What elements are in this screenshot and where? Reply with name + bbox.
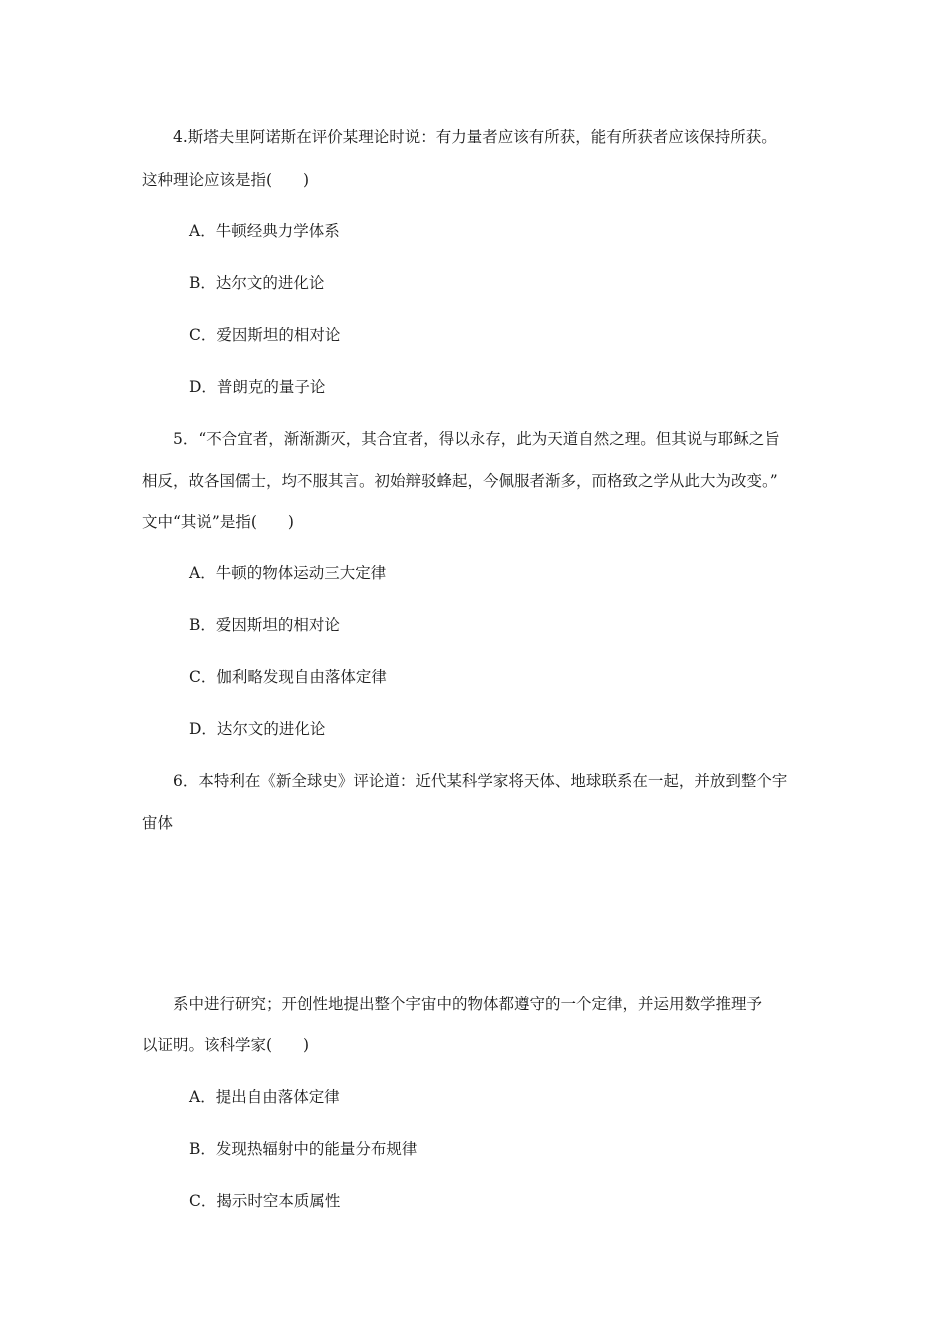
question-4-option-c: C．爱因斯坦的相对论 — [189, 326, 341, 344]
question-4-option-d: D．普朗克的量子论 — [189, 378, 326, 396]
question-4-text-line-2: 这种理论应该是指( ) — [142, 171, 310, 189]
question-5-text-line-1: 5．“不合宜者，渐渐澌灭，其合宜者，得以永存，此为天道自然之理。但其说与耶稣之旨 — [173, 430, 780, 448]
question-4-option-a: A．牛顿经典力学体系 — [189, 222, 340, 240]
question-5-option-c: C．伽利略发现自由落体定律 — [189, 668, 387, 686]
question-5-option-a: A．牛顿的物体运动三大定律 — [189, 564, 387, 582]
question-4-text-line-1: 4.斯塔夫里阿诺斯在评价某理论时说：有力量者应该有所获，能有所获者应该保持所获。 — [173, 128, 777, 146]
question-6-option-b: B．发现热辐射中的能量分布规律 — [189, 1140, 418, 1158]
question-5-text-line-3: 文中“其说”是指( ) — [142, 513, 294, 531]
question-5-text-line-2: 相反，故各国儒士，均不服其言。初始辩驳蜂起，今佩服者渐多，而格致之学从此大为改变。” — [142, 472, 778, 490]
question-6-option-c: C．揭示时空本质属性 — [189, 1192, 341, 1210]
question-6-text-line-3: 系中进行研究；开创性地提出整个宇宙中的物体都遵守的一个定律，并运用数学推理予 — [173, 995, 763, 1013]
question-5-option-b: B．爱因斯坦的相对论 — [189, 616, 340, 634]
question-6-text-line-2: 宙体 — [142, 814, 174, 832]
question-6-text-line-1: 6．本特利在《新全球史》评论道：近代某科学家将天体、地球联系在一起，并放到整个宇 — [173, 772, 788, 790]
question-6-text-line-4: 以证明。该科学家( ) — [142, 1036, 310, 1054]
question-4-option-b: B．达尔文的进化论 — [189, 274, 325, 292]
question-6-option-a: A．提出自由落体定律 — [189, 1088, 340, 1106]
question-5-option-d: D．达尔文的进化论 — [189, 720, 326, 738]
